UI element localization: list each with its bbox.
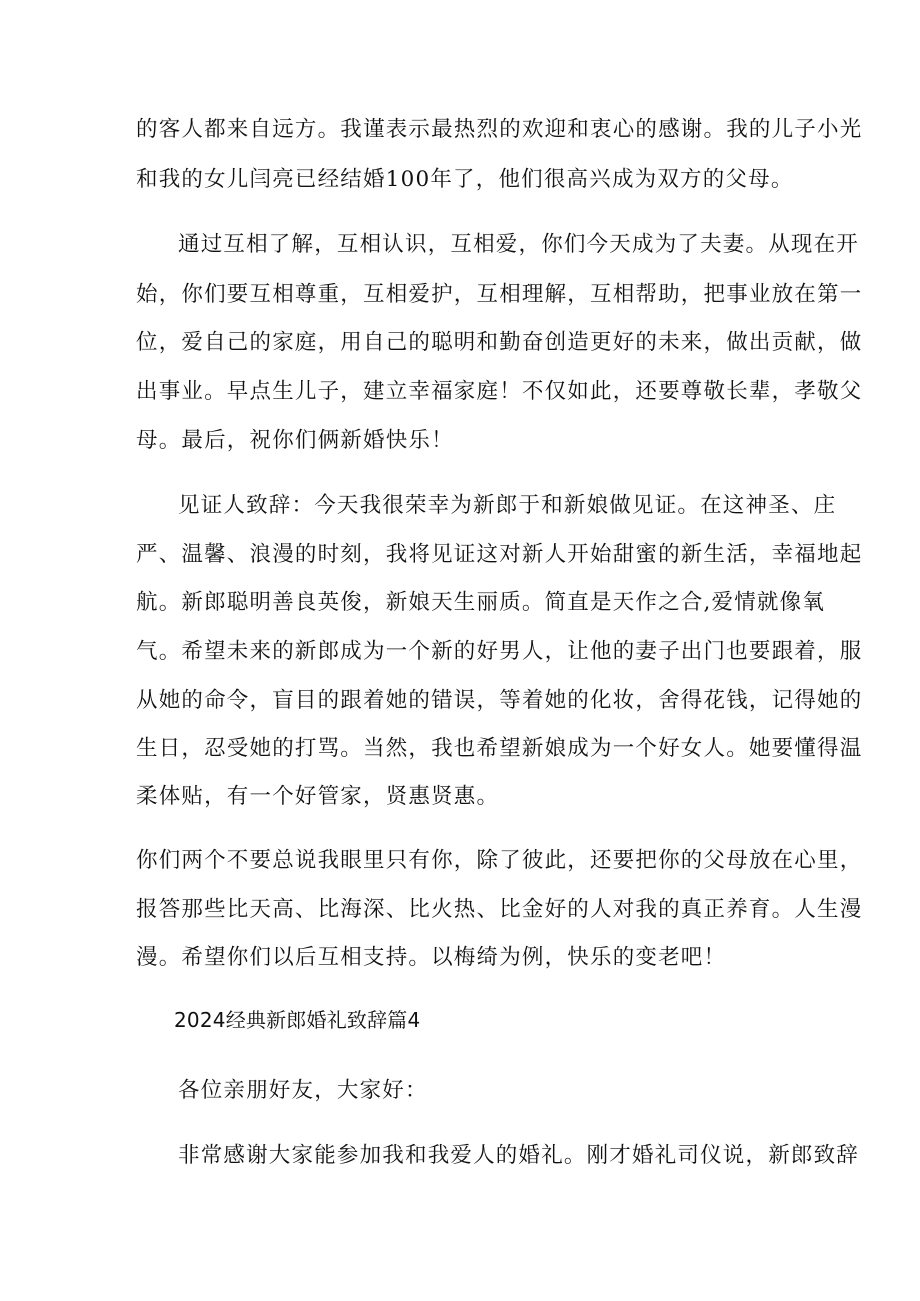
paragraph-4-line-1: 你们两个不要总说我眼里只有你，除了彼此，还要把你的父母放在心里， — [136, 848, 863, 873]
paragraph-4-line-3: 漫。希望你们以后互相支持。以梅绮为例，快乐的变老吧！ — [136, 945, 727, 970]
paragraph-3-line-7: 柔体贴，有一个好管家，贤惠贤惠。 — [136, 784, 500, 809]
paragraph-4-line-2: 报答那些比天高、比海深、比火热、比金好的人对我的真正养育。人生漫 — [136, 897, 863, 922]
paragraph-3-line-6: 生日，忍受她的打骂。当然，我也希望新娘成为一个好女人。她要懂得温 — [136, 736, 863, 761]
paragraph-2-line-5: 母。最后，祝你们俩新婚快乐！ — [136, 428, 454, 453]
paragraph-1-line-2: 和我的女儿闫亮已经结婚100年了，他们很高兴成为双方的父母。 — [136, 167, 794, 192]
paragraph-1-line-1: 的客人都来自远方。我谨表示最热烈的欢迎和衷心的感谢。我的儿子小光 — [136, 117, 863, 142]
paragraph-2-line-4: 出事业。早点生儿子，建立幸福家庭！不仅如此，还要尊敬长辈，孝敬父 — [136, 379, 863, 404]
section-heading: 2024经典新郎婚礼致辞篇4 — [174, 1008, 421, 1032]
greeting-line: 各位亲朋好友，大家好： — [178, 1078, 428, 1103]
paragraph-3-line-3: 航。新郎聪明善良英俊，新娘天生丽质。简直是天作之合,爱情就像氧 — [136, 590, 826, 615]
paragraph-2-line-1: 通过互相了解，互相认识，互相爱，你们今天成为了夫妻。从现在开 — [178, 232, 860, 257]
paragraph-3-line-5: 从她的命令，盲目的跟着她的错误，等着她的化妆，舍得花钱，记得她的 — [136, 688, 863, 713]
paragraph-3-line-1: 见证人致辞：今天我很荣幸为新郎于和新娘做见证。在这神圣、庄 — [178, 493, 837, 518]
paragraph-5-line-1: 非常感谢大家能参加我和我爱人的婚礼。刚才婚礼司仪说，新郎致辞 — [178, 1143, 860, 1168]
paragraph-3-line-2: 严、温馨、浪漫的时刻，我将见证这对新人开始甜蜜的新生活，幸福地起 — [136, 542, 863, 567]
paragraph-3-line-4: 气。希望未来的新郎成为一个新的好男人，让他的妻子出门也要跟着，服 — [136, 639, 863, 664]
paragraph-2-line-3: 位，爱自己的家庭，用自己的聪明和勤奋创造更好的未来，做出贡献，做 — [136, 330, 863, 355]
paragraph-2-line-2: 始，你们要互相尊重，互相爱护，互相理解，互相帮助，把事业放在第一 — [136, 282, 863, 307]
